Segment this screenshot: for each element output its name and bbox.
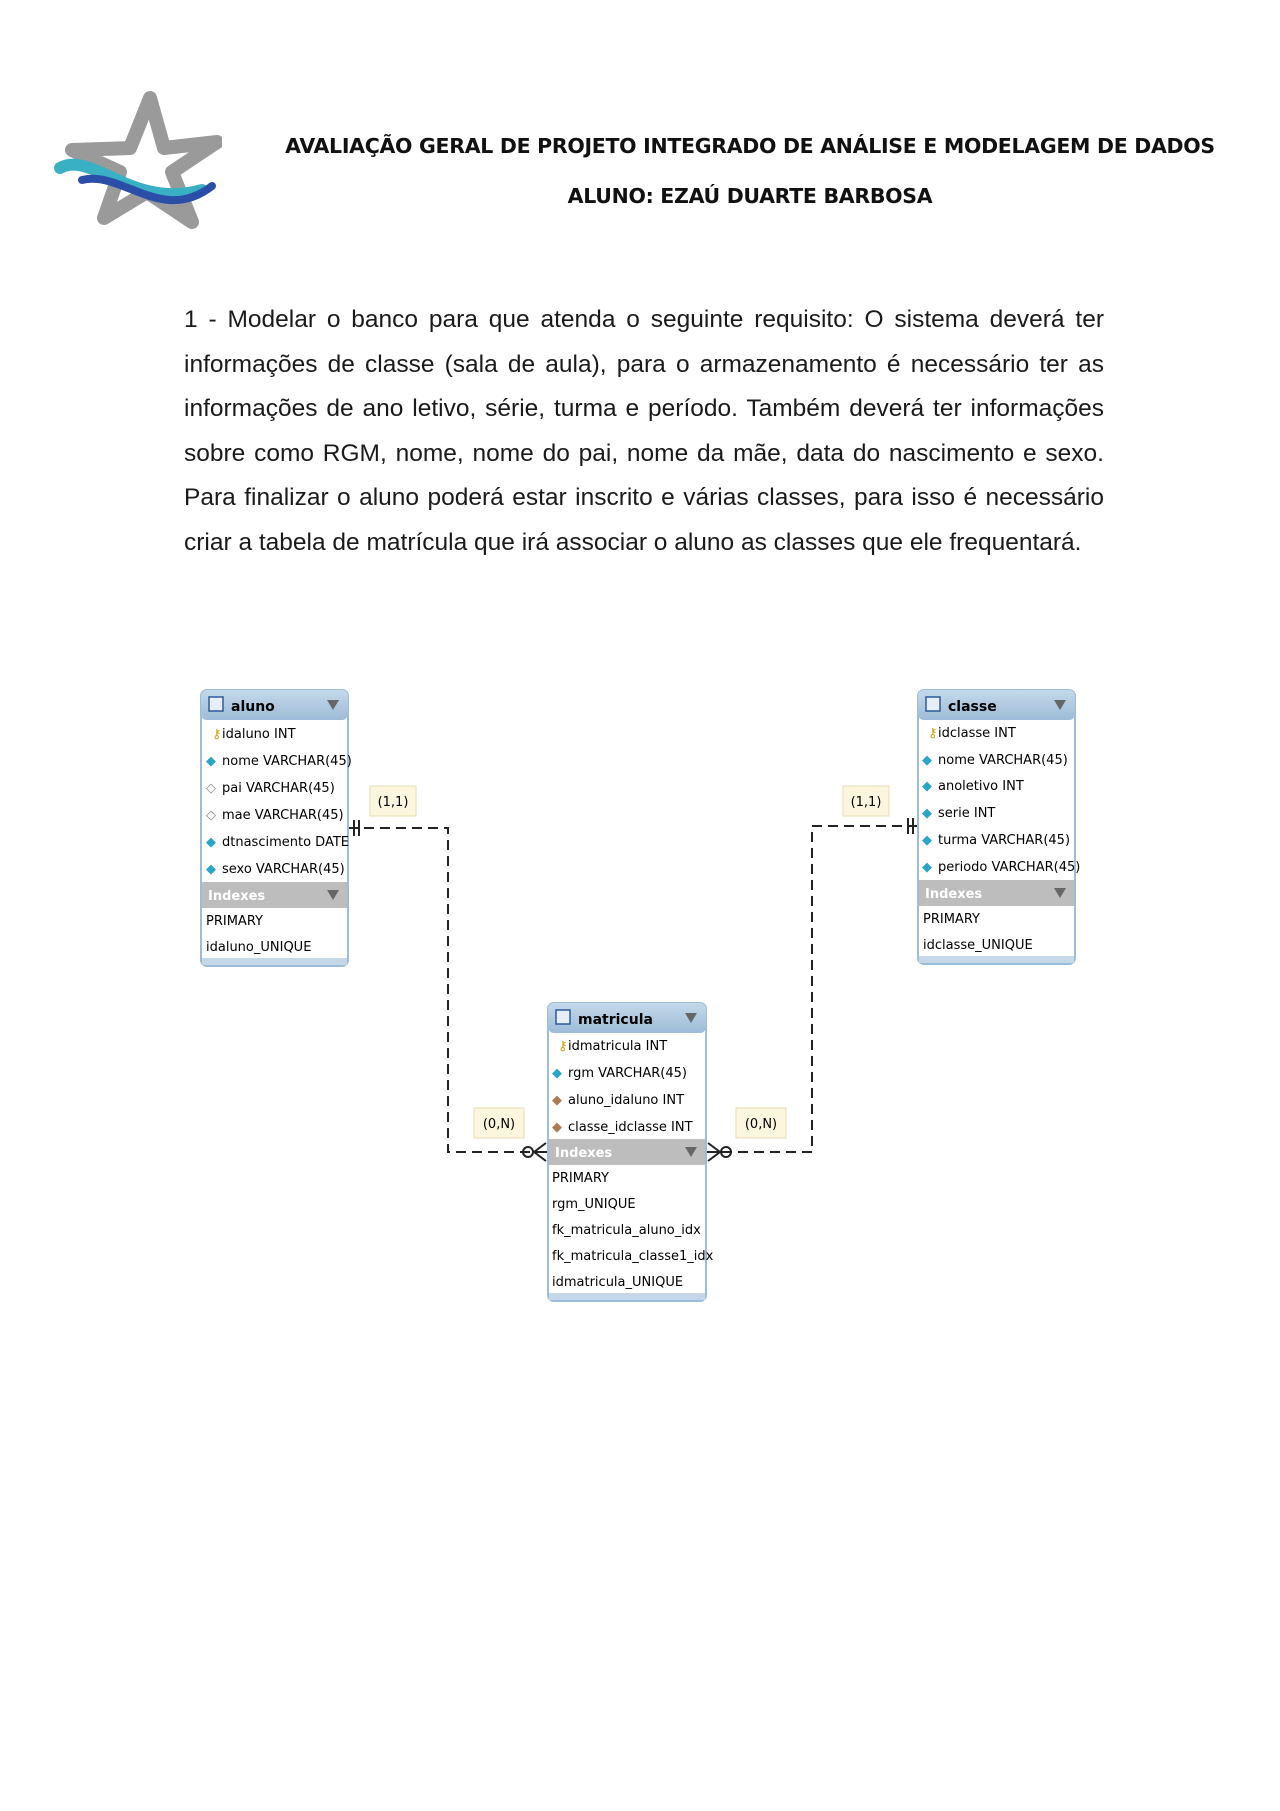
index: PRIMARY [206,914,263,929]
column: classe_idclasse INT [568,1120,693,1135]
table-name: classe [948,699,997,715]
index: idmatricula_UNIQUE [552,1275,684,1290]
column: idmatricula INT [568,1039,668,1054]
indexes-label: Indexes [208,889,266,904]
relationship-classe-matricula [706,826,918,1152]
index: idclasse_UNIQUE [923,938,1033,953]
index: rgm_UNIQUE [552,1197,636,1212]
document-title: AVALIAÇÃO GERAL DE PROJETO INTEGRADO DE ANÁLISE E MODELAGEM DE DADOS [285,134,1215,158]
index: fk_matricula_aluno_idx [552,1223,701,1238]
diamond-icon: ◆ [922,806,932,821]
cardinality-matricula-aluno: (0,N) [482,1117,516,1132]
column: turma VARCHAR(45) [938,833,1071,848]
column: idaluno INT [222,727,296,742]
table-matricula[interactable] [548,1003,714,1301]
diamond-outline-icon: ◇ [206,781,216,796]
column: rgm VARCHAR(45) [568,1066,687,1081]
index: fk_matricula_classe1_idx [552,1249,714,1264]
column: mae VARCHAR(45) [222,808,344,823]
table-name: matricula [578,1012,653,1028]
key-icon: ⚷ [212,727,222,742]
diamond-icon: ◆ [922,753,932,768]
column: serie INT [938,806,996,821]
column: nome VARCHAR(45) [938,753,1068,768]
key-icon: ⚷ [928,726,938,741]
indexes-label: Indexes [925,887,983,902]
column: aluno_idaluno INT [568,1093,685,1108]
diamond-outline-icon: ◇ [206,808,216,823]
student-name: ALUNO: EZAÚ DUARTE BARBOSA [567,184,933,208]
cardinality-aluno: (1,1) [377,795,409,810]
index: PRIMARY [552,1171,609,1186]
relationship-aluno-matricula [348,828,548,1152]
diamond-icon: ◆ [206,862,216,877]
diamond-icon: ◆ [922,860,932,875]
column: sexo VARCHAR(45) [222,862,345,877]
column: idclasse INT [938,726,1016,741]
foreign-key-diamond-icon: ◆ [552,1120,562,1135]
diamond-icon: ◆ [552,1066,562,1081]
table-classe[interactable] [918,690,1080,964]
column: nome VARCHAR(45) [222,754,352,769]
diamond-icon: ◆ [206,835,216,850]
key-icon: ⚷ [558,1039,568,1054]
diamond-icon: ◆ [922,779,932,794]
column: dtnascimento DATE [222,835,349,850]
column: pai VARCHAR(45) [222,781,335,796]
diamond-icon: ◆ [922,833,932,848]
index: PRIMARY [923,912,980,927]
table-name: aluno [231,699,275,715]
indexes-label: Indexes [555,1146,613,1161]
cardinality-classe: (1,1) [850,795,882,810]
table-aluno[interactable] [201,690,352,966]
foreign-key-diamond-icon: ◆ [552,1093,562,1108]
column: periodo VARCHAR(45) [938,860,1081,875]
column: anoletivo INT [938,779,1024,794]
cardinality-matricula-classe: (0,N) [744,1117,778,1132]
question-text: 1 - Modelar o banco para que atenda o seguinte requisito: O sistema deverá ter informações de classe (sala de aula), para o armazenamento é necessário ter as informações de ano letivo, série, turma e período. Também deverá ter informações sobre como RGM, nome, nome do pai, nome da mãe, data do nascimento e sexo. Para finalizar o aluno poderá estar inscrito e várias classes, para isso é necessário criar a tabela de matrícula que irá associar o aluno as classes que ele frequentará. [184,306,1104,556]
diamond-icon: ◆ [206,754,216,769]
index: idaluno_UNIQUE [206,940,312,955]
